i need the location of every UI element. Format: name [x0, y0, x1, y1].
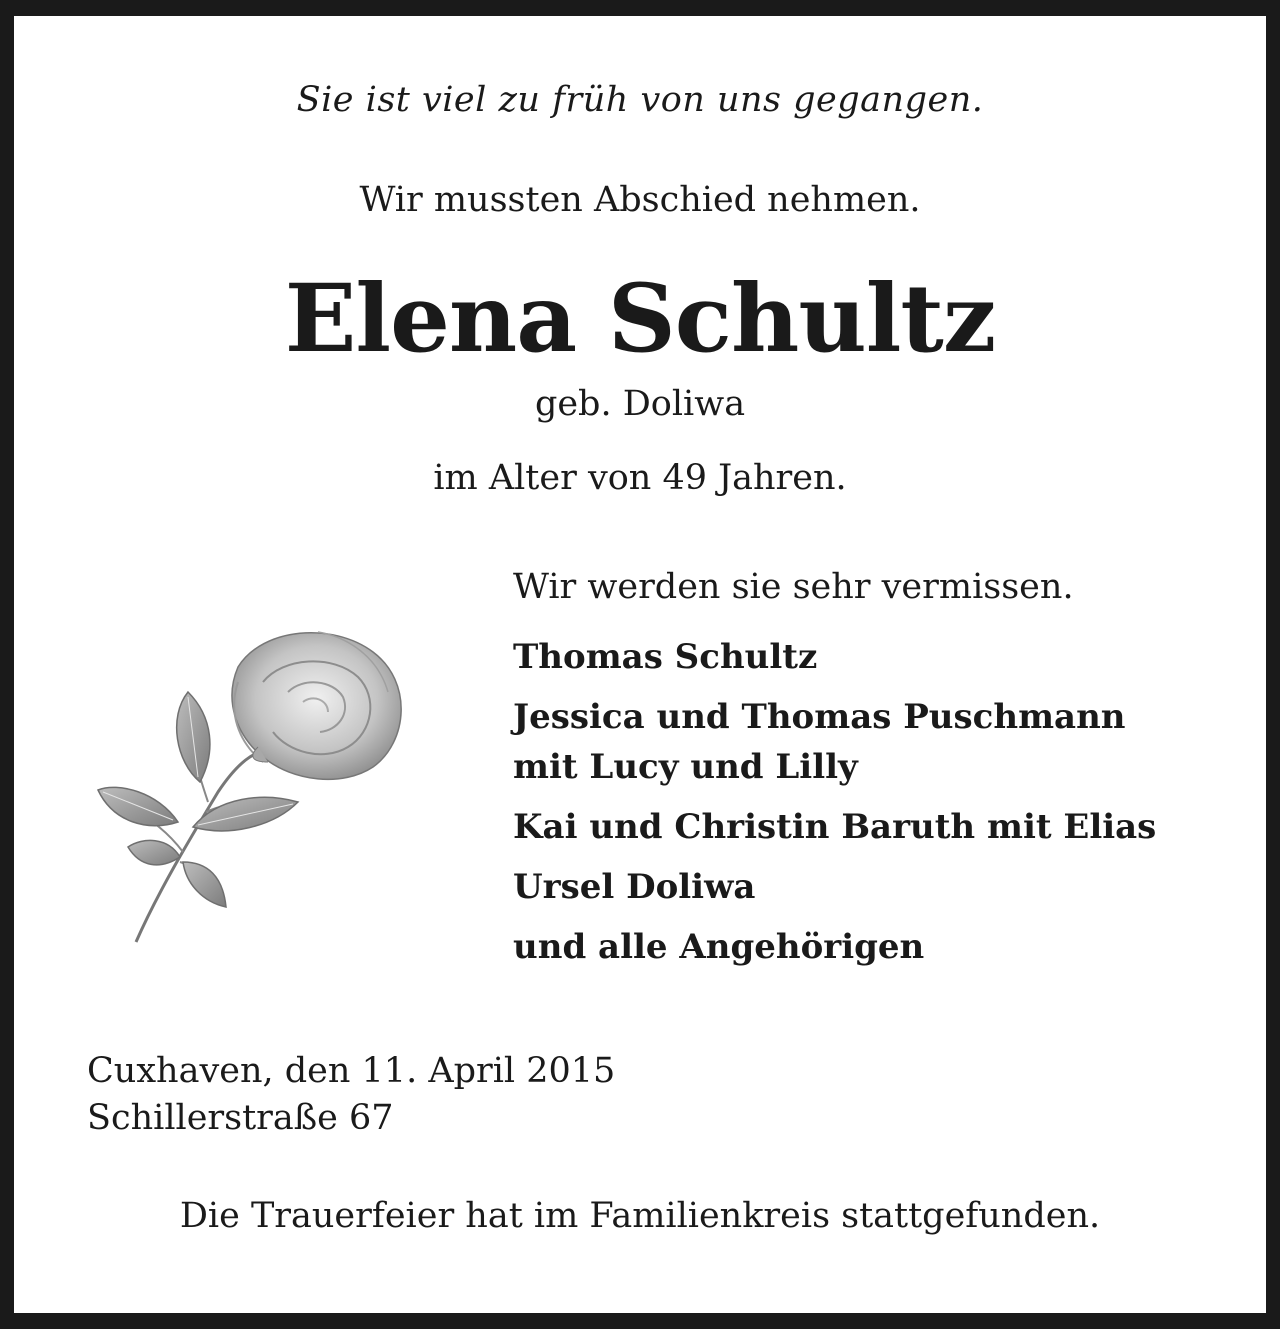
age-line: im Alter von 49 Jahren.: [433, 458, 847, 498]
maiden-name: geb. Doliwa: [534, 384, 746, 424]
family-entry: mit Lucy und Lilly: [513, 747, 858, 787]
address: Schillerstraße 67: [87, 1098, 394, 1138]
place-block: [87, 1048, 615, 1142]
miss-line: Wir werden sie sehr vermissen.: [513, 567, 1074, 607]
family-entry: Kai und Christin Baruth mit Elias: [513, 807, 1157, 847]
family-entry: Ursel Doliwa: [513, 867, 756, 907]
family-entry: Thomas Schultz: [513, 637, 818, 677]
ceremony-line: Die Trauerfeier hat im Familienkreis stattgefunden.: [179, 1196, 1101, 1236]
family-list: [513, 632, 1233, 972]
motto: Sie ist viel zu früh von uns gegangen.: [296, 80, 984, 120]
family-entry: und alle Angehörigen: [513, 927, 925, 967]
place-date: Cuxhaven, den 11. April 2015: [87, 1051, 616, 1091]
deceased-name: Elena Schultz: [284, 264, 996, 374]
mourners-block: [513, 564, 1233, 982]
family-entry: Jessica und Thomas Puschmann: [513, 697, 1126, 737]
rose-icon: [88, 622, 418, 952]
farewell-line: Wir mussten Abschied nehmen.: [359, 180, 921, 220]
